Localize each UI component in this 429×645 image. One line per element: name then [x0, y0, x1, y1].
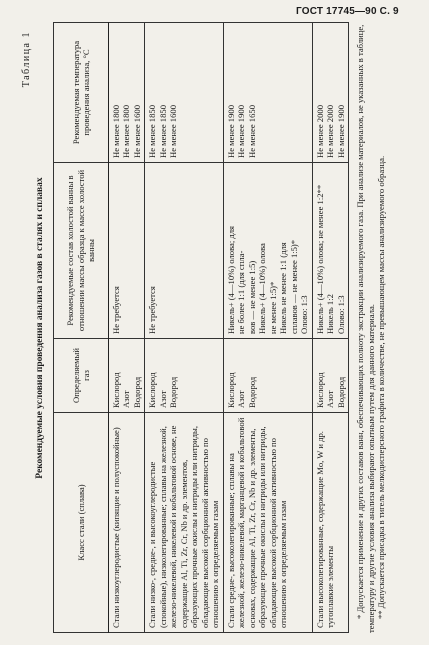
gas-name: Водород — [335, 376, 346, 408]
temperature-cell — [109, 23, 145, 163]
bath-cell — [223, 163, 312, 339]
steel-class-cell: Стали низкоуглеродистые (кипящие и полуспокойные) — [109, 413, 145, 633]
temperature-value: Не менее 1800 — [111, 105, 121, 158]
gas-name: Кислород — [111, 372, 121, 408]
bath-line: не менее 1:5)* — [267, 281, 278, 334]
gas-analysis-table — [53, 22, 349, 633]
temperature-value: Не менее 1850 — [157, 105, 168, 158]
temperature-value: Не менее 1900 — [335, 105, 346, 158]
steel-class-cell: Стали низко-, средне-, и высокоуглеродистые (спокойные), низколегированные; сплавы на железной, железо-никелевой, никелевой и кобальтовой основе, не содержащие Al, Ti, Zr, Cr, Nb и др. элементов, образующих прочные окислы и нитриды или нитриды, обладающие высокой сорбционной активностью по отношению к определяемым газам — [145, 413, 223, 633]
bath-line: сплавов — не менее 1:5)* — [288, 239, 299, 334]
table-title: Рекомендуемые условия проведения анализа газов в сталях и сплавах — [35, 177, 45, 479]
gas-cell — [145, 339, 223, 413]
temperature-cell — [223, 23, 312, 163]
bath-cell: Не требуется — [145, 163, 223, 339]
gas-cell — [312, 339, 348, 413]
gas-cell — [223, 339, 312, 413]
gas-name: Водород — [168, 376, 179, 408]
temperature-value: Не менее 2000 — [325, 105, 336, 158]
temperature-value: Не менее 1600 — [168, 105, 179, 158]
bath-cell — [312, 163, 348, 339]
bath-line: вов — не менее 1:5) — [246, 260, 257, 334]
bath-line: Олово: 1:3 — [335, 295, 346, 334]
table-row — [109, 23, 145, 633]
temperature-value: Не менее 1900 — [236, 105, 247, 158]
bath-line: Никель не менее 1:1 (для — [278, 242, 289, 334]
bath-line: не более 1:1 (для спла- — [236, 250, 247, 334]
table-header-row — [54, 23, 109, 633]
temperature-value: Не менее 1600 — [131, 105, 142, 158]
gas-name: Азот — [121, 390, 132, 408]
bath-line: Никель+ (4—10%) олова; для — [225, 226, 236, 334]
temperature-cell — [145, 23, 223, 163]
gas-name: Водород — [131, 376, 142, 408]
temperature-value: Не менее 1800 — [121, 105, 132, 158]
table-row — [312, 23, 348, 633]
table-footnotes — [355, 23, 387, 633]
col-header-steel-class: Класс стали (сплава) — [54, 413, 109, 633]
gas-name: Азот — [236, 390, 247, 408]
gas-name: Азот — [325, 390, 336, 408]
temperature-value: Не менее 2000 — [314, 105, 325, 158]
gas-name: Азот — [157, 390, 168, 408]
page-header: ГОСТ 17745—90 С. 9 — [296, 6, 399, 17]
gas-cell — [109, 339, 145, 413]
table-caption: Таблица 1 — [21, 31, 32, 88]
steel-class-cell: Стали высоколегированные, содержащие Mo, W и др. тугоплавкие элементы — [312, 413, 348, 633]
bath-line: Никель+ (4—10%) олова; не менее 1:2** — [314, 184, 325, 334]
footnote: * Допускается применение и других составов ванн, обеспечивающих полноту экстракции анализируемого газа. При анализе материалов, не указанных в таблице, температуру и другие условия анализа выбирают опытным путем для данного материала. — [355, 24, 376, 633]
gas-name: Кислород — [225, 372, 236, 408]
rotated-table-page — [21, 23, 411, 633]
bath-line: Никель+ (4—10%) олова — [257, 243, 268, 334]
temperature-value: Не менее 1900 — [225, 105, 236, 158]
col-header-temperature: Рекомендуемая температура проведения анализа, °С — [54, 23, 109, 163]
gas-name: Кислород — [147, 372, 158, 408]
temperature-value: Не менее 1650 — [246, 105, 257, 158]
col-header-gas: Определяемый газ — [54, 339, 109, 413]
bath-line: Олово: 1:3 — [299, 295, 310, 334]
gas-name: Кислород — [314, 372, 325, 408]
col-header-bath: Рекомендуемые состав холостой ванны в отношении массы образца к массе холостой ванны — [54, 163, 109, 339]
table-row — [145, 23, 223, 633]
gas-name: Водород — [246, 376, 257, 408]
bath-line: Никель 1:2 — [325, 294, 336, 334]
bath-cell: Не требуется — [109, 163, 145, 339]
table-row — [223, 23, 312, 633]
steel-class-cell: Стали средне-, высоколегированные; сплавы на железной, железо-никелевой, марганцевой и кобальтовой основах, содержащие Al, Ti, Zr, Cr, Nb и др. элементы, образующие прочные окислы и нитриды или нитриды, обладающие высокой сорбционной активностью по отношению к определяемым газам — [223, 413, 312, 633]
temperature-value: Не менее 1850 — [147, 105, 158, 158]
footnote: ** Допускается присадка в тигель мелкодисперсного графита в количестве, не превышающем массы анализируемого образца. — [376, 155, 387, 619]
temperature-cell — [312, 23, 348, 163]
